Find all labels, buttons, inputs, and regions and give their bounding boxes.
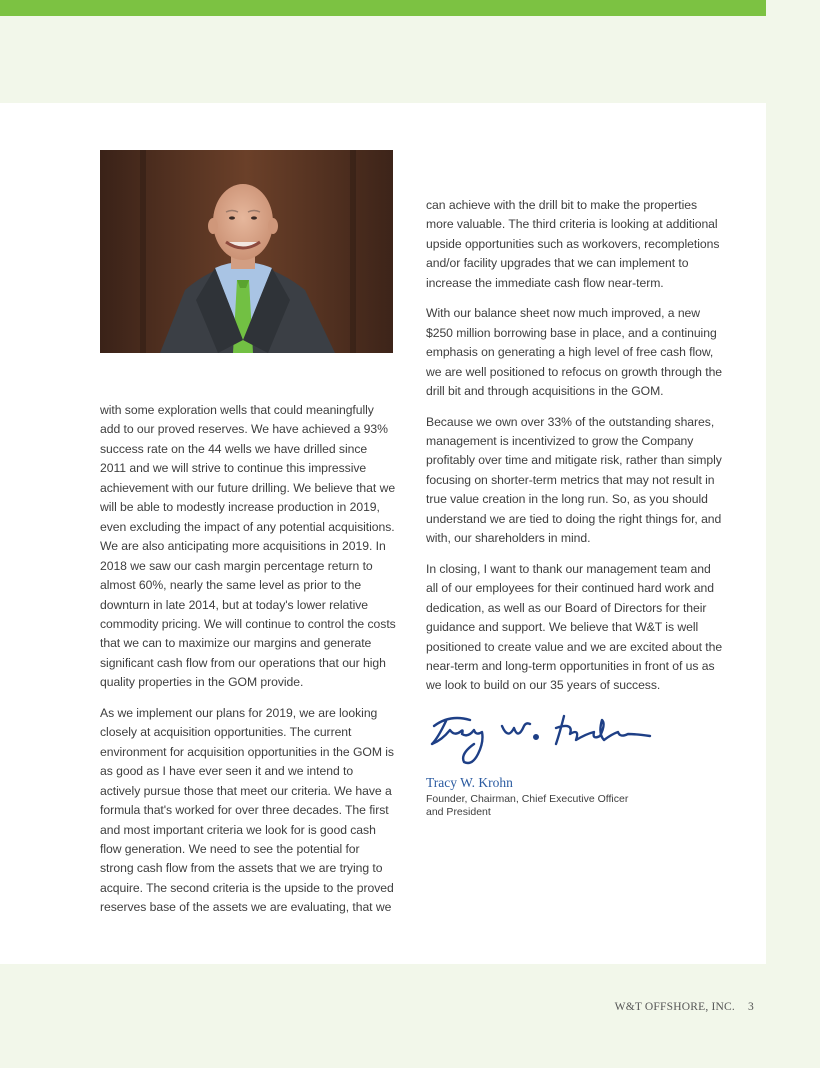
paragraph: Because we own over 33% of the outstanding shares, management is incentivized to grow the Company profitably over time and mitigate risk, rather than simply focusing on shorter-term metrics that may not result in true value creation in the long run. So, as you should understand we are tied to doing the right things for, and with, our shareholders in mind. — [426, 414, 722, 546]
signatory-title — [426, 793, 686, 818]
portrait-photo — [100, 150, 393, 353]
handwritten-signature — [424, 704, 674, 772]
footer-company: W&T OFFSHORE, INC. — [614, 1001, 735, 1013]
paragraph: with some exploration wells that could meaningfully add to our proved reserves. We have achieved a 93% success rate on the 44 wells we have drilled since 2011 and we will strive to continue this impressive achievement with our future drilling. We believe that we will be able to modestly increase production in 2019, even excluding the impact of any potential acquisitions. We are also anticipating more acquisitions in 2019. In 2018 we saw our cash margin percentage return to almost 60%, nearly the same level as prior to the downturn in late 2014, but at today's lower relative commodity pricing. We will continue to control the costs that we can to maximize our margins and generate significant cash flow from our operations that our high quality properties in the GOM provide. — [100, 403, 396, 690]
paragraph: can achieve with the drill bit to make the properties more valuable. The third criteria is looking at additional upside opportunities such as workovers, recompletions and/or facility upgrades that we can implement to increase the immediate cash flow near-term. — [426, 198, 720, 290]
signatory-title-line: and President — [426, 805, 491, 818]
top-accent-bar — [0, 0, 766, 16]
paragraph: With our balance sheet now much improved, a new $250 million borrowing base in place, and a continuing emphasis on generating a high level of free cash flow, we are well positioned to refocus on growth through the drill bit and through acquisitions in the GOM. — [426, 306, 723, 399]
right-text-column — [426, 196, 726, 707]
signature-icon — [424, 704, 674, 772]
portrait-illustration — [100, 150, 393, 353]
page-footer — [615, 1001, 754, 1013]
left-text-column — [100, 401, 396, 929]
signatory-title-line: Founder, Chairman, Chief Executive Officer — [426, 793, 629, 805]
signatory-name: Tracy W. Krohn — [426, 775, 513, 790]
paragraph: In closing, I want to thank our management team and all of our employees for their continued hard work and dedication, as well as our Board of Directors for their guidance and support. We believe that W&T is well positioned to create value and we are excited about the near-term and long-term opportunities in front of us as we look to build on our 35 years of success. — [426, 561, 723, 693]
page-number: 3 — [748, 1001, 754, 1013]
paragraph: As we implement our plans for 2019, we are looking closely at acquisition opportunities. The current environment for acquisition opportunities in the GOM is as good as I have ever seen it and we intend to actively pursue those that meet our criteria. We have a formula that's worked for over three decades. The first and most important criteria we look for is good cash flow generation. We need to see the potential for strong cash flow from the assets that we are trying to acquire. The second criteria is the upside to the proved reserves base of the assets we are evaluating, that we — [100, 705, 394, 915]
